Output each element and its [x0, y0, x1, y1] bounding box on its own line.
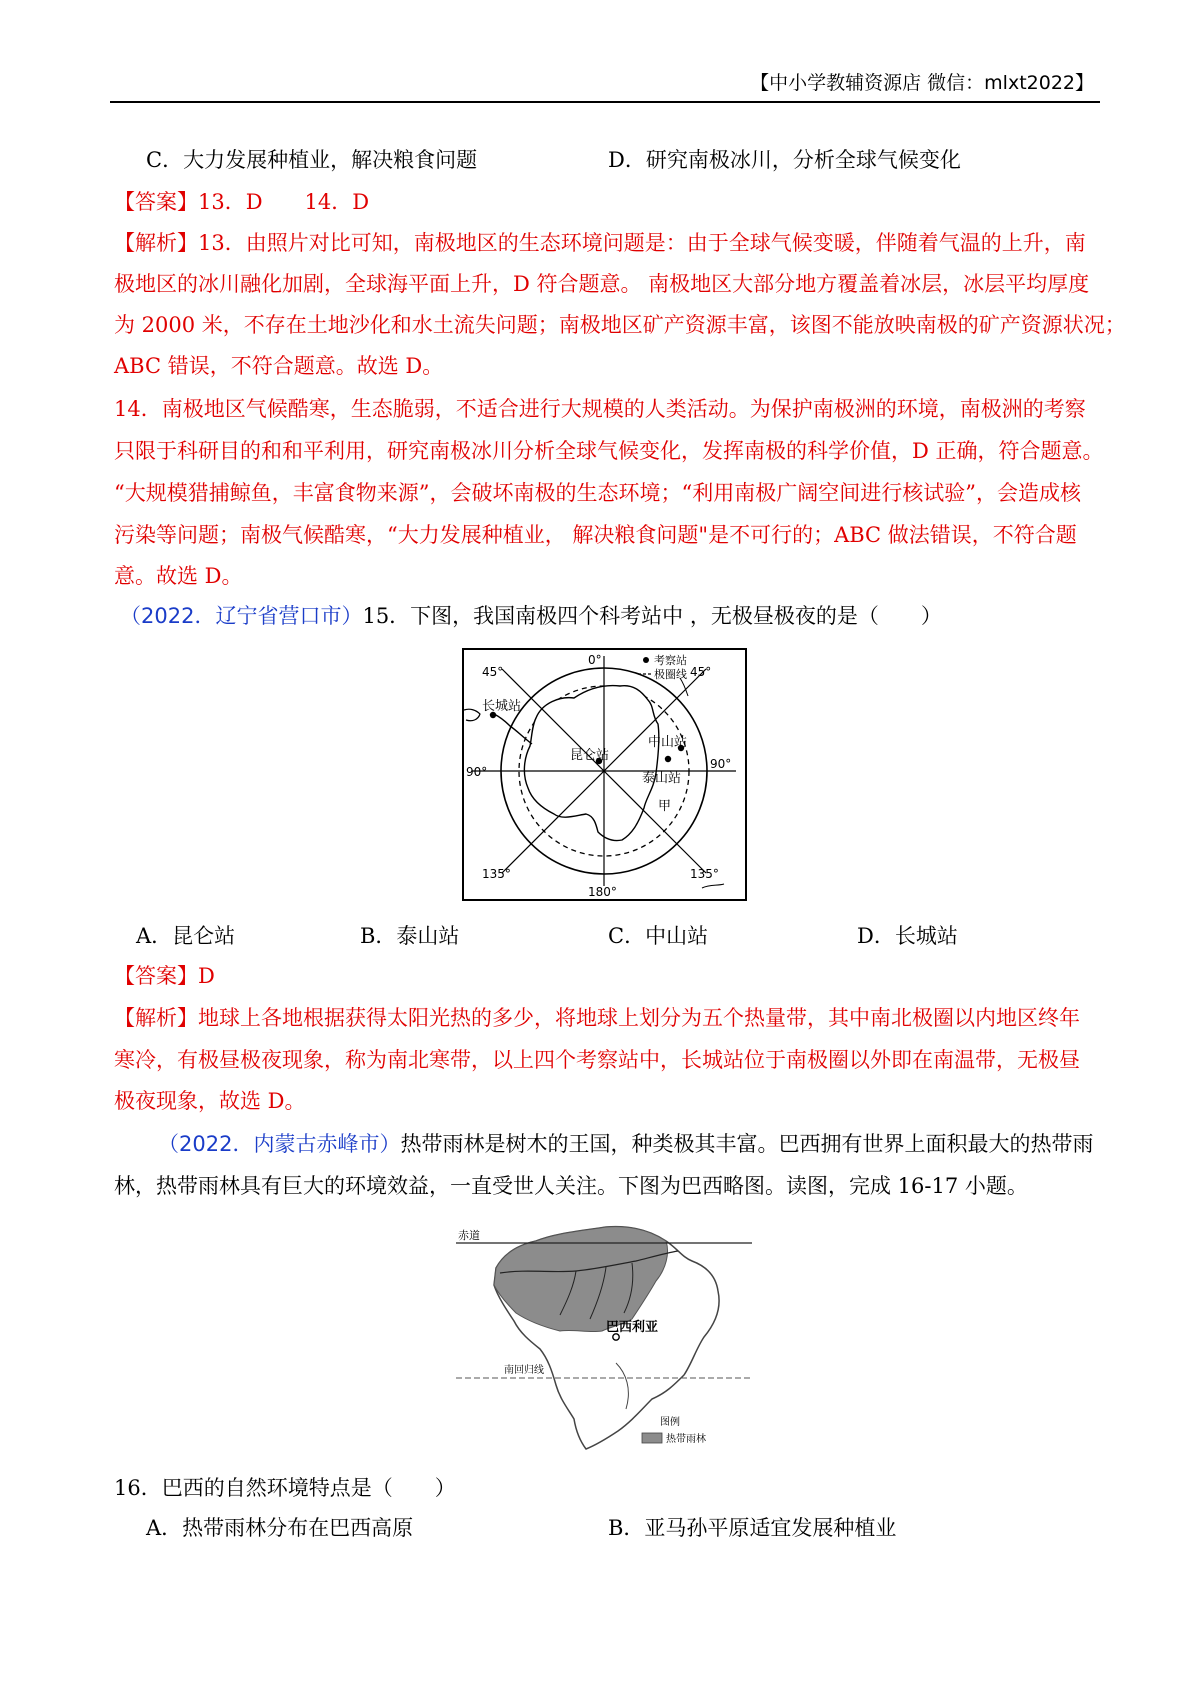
- answer-13-14: [114, 190, 369, 214]
- analysis-line: 【解析】13．由照片对比可知，南极地区的生态环境问题是：由于全球气候变暖，伴随着气温的上升，南: [114, 231, 1086, 255]
- analysis-line: 意。故选 D。: [114, 564, 243, 588]
- analysis-line: 14．南极地区气候酷寒，生态脆弱，不适合进行大规模的人类活动。为保护南极洲的环境，南极洲的考察: [114, 397, 1086, 421]
- q16-option-b: B．亚马孙平原适宜发展种植业: [608, 1516, 897, 1540]
- answer-value: 13．D 14．D: [198, 190, 370, 214]
- analysis-line: 只限于科研目的和和平利用，研究南极冰川分析全球气候变化，发挥南极的科学价值，D 正确，符合题意。: [114, 439, 1104, 463]
- q16-stem: 16．巴西的自然环境特点是（ ）: [114, 1476, 456, 1500]
- legend-station-label: 考察站: [654, 654, 687, 667]
- equator-label: 赤道: [458, 1229, 480, 1242]
- lon-label-135-left: 135°: [482, 867, 511, 881]
- q15-stem: （2022．辽宁省营口市）15．下图，我国南极四个科考站中 ，无极昼极夜的是（ ）: [120, 604, 942, 628]
- analysis-tag: 【解析】: [114, 1006, 198, 1030]
- answer-value: D: [198, 964, 215, 988]
- station-kunlun-label: 昆仑站: [570, 748, 610, 763]
- q14-option-d: D．研究南极冰川，分析全球气候变化: [608, 148, 961, 172]
- station-changcheng-label: 长城站: [482, 699, 522, 714]
- analysis-line: 【解析】地球上各地根据获得太阳光热的多少，将地球上划分为五个热量带，其中南北极圈以内地区终年: [114, 1006, 1080, 1030]
- station-taishan-label: 泰山站: [642, 771, 682, 786]
- q14-option-c: C．大力发展种植业，解决粮食问题: [146, 148, 478, 172]
- q16-option-a: A．热带雨林分布在巴西高原: [146, 1516, 414, 1540]
- analysis-line: ABC 错误，不符合题意。故选 D。: [114, 354, 444, 378]
- analysis-line: 为 2000 米，不存在土地沙化和水土流失问题；南极地区矿产资源丰富，该图不能放映南极的矿产资源状况；: [114, 313, 1126, 337]
- lon-label-45-right: 45°: [690, 665, 712, 679]
- legend-rainforest-label: 热带雨林: [666, 1434, 706, 1445]
- analysis-tag: 【解析】: [114, 231, 198, 255]
- q15-option-c: C．中山站: [608, 924, 709, 948]
- q15-option-a: A．昆仑站: [136, 924, 236, 948]
- lon-label-90-right: 90°: [710, 757, 732, 771]
- label-jia: 甲: [658, 799, 672, 814]
- answer-tag: 【答案】: [114, 964, 198, 988]
- q16-17-intro-line-2: 林，热带雨林具有巨大的环境效益，一直受世人关注。下图为巴西略图。读图，完成 16-17 小题。: [114, 1174, 1028, 1198]
- q16-17-source: （2022．内蒙古赤峰市）: [158, 1132, 401, 1156]
- tropic-label: 南回归线: [504, 1365, 544, 1376]
- antarctica-station-map: [462, 648, 747, 901]
- lon-label-90-left: 90°: [466, 765, 488, 779]
- station-zhongshan-label: 中山站: [648, 735, 688, 750]
- q15-source: （2022．辽宁省营口市）: [120, 604, 363, 628]
- lon-label-0: 0°: [588, 653, 602, 667]
- q16-17-intro: （2022．内蒙古赤峰市）热带雨林是树木的王国，种类极其丰富。巴西拥有世界上面积最大的热带雨: [158, 1132, 1094, 1156]
- lon-label-45-left: 45°: [482, 665, 504, 679]
- analysis-line: 极地区的冰川融化加剧，全球海平面上升，D 符合题意。 南极地区大部分地方覆盖着冰层，冰层平均厚度: [114, 272, 1090, 296]
- legend-circle-label: 极圈线: [654, 668, 687, 681]
- lon-label-135-right: 135°: [690, 867, 719, 881]
- answer-tag: 【答案】: [114, 190, 198, 214]
- lon-label-180: 180°: [588, 885, 617, 899]
- q15-answer: [114, 964, 215, 988]
- page-header: 【中小学教辅资源店 微信：mlxt2022】: [750, 72, 1094, 94]
- analysis-line: 寒冷，有极昼极夜现象，称为南北寒带，以上四个考察站中，长城站位于南极圈以外即在南温带，无极昼: [114, 1048, 1080, 1072]
- station-taishan-marker: [665, 756, 671, 762]
- analysis-line: 极夜现象，故选 D。: [114, 1089, 306, 1113]
- q15-option-d: D．长城站: [857, 924, 958, 948]
- legend-title: 图例: [660, 1417, 680, 1428]
- brazil-map: [456, 1213, 752, 1457]
- header-divider: [110, 101, 1100, 103]
- analysis-line: “大规模猎捕鲸鱼，丰富食物来源”，会破坏南极的生态环境；“利用南极广阔空间进行核试验”，会造成核: [114, 481, 1081, 505]
- q15-option-b: B．泰山站: [360, 924, 460, 948]
- analysis-line: 污染等问题；南极气候酷寒，“大力发展种植业， 解决粮食问题"是不可行的；ABC 做法错误，不符合题: [114, 523, 1077, 547]
- capital-label: 巴西利亚: [606, 1320, 659, 1335]
